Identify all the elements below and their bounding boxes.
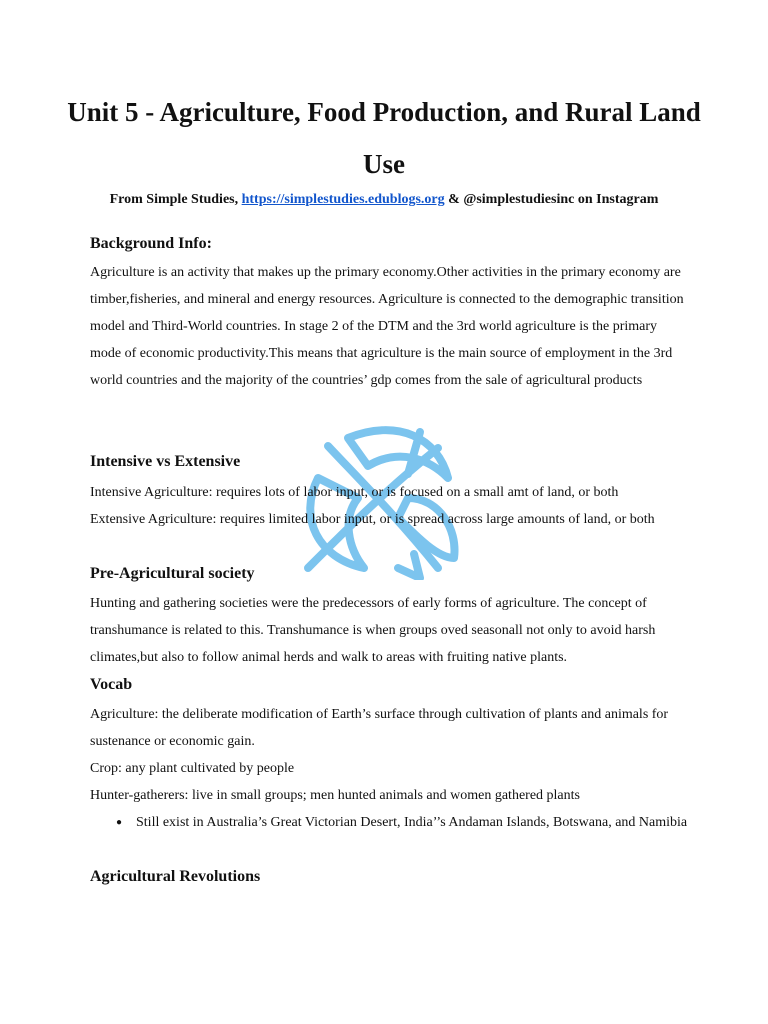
vocab-agriculture: Agriculture: the deliberate modification of Earth’s surface through cultivation of plants and animals for sustenance or economic gain. xyxy=(90,707,669,749)
source-line xyxy=(80,190,688,210)
paragraph-intensive: Intensive Agriculture: requires lots of labor input, or is focused on a small amt of land, or both xyxy=(90,485,619,500)
source-suffix: & @simplestudiesinc on Instagram xyxy=(444,192,659,207)
paragraph-pre-agricultural: Hunting and gathering societies were the predecessors of early forms of agriculture. The concept of transhumance is related to this. Transhumance is when groups oved seasonall not only to avoid harsh climates,but also to follow animal herds and walk to areas with fruiting native plants. xyxy=(90,596,656,665)
paragraph-background-info: Agriculture is an activity that makes up the primary economy.Other activities in the primary economy are timber,fisheries, and mineral and energy resources. Agriculture is connected to the demographic transition model and Third-World countries. In stage 2 of the DTM and the 3rd world agriculture is the primary mode of economic productivity.This means that agriculture is the main source of employment in the 3rd world countries and the majority of the countries’ gdp comes from the sale of agricultural products xyxy=(90,265,684,388)
heading-vocab: Vocab xyxy=(90,676,133,693)
vocab-bullet-list xyxy=(90,809,690,836)
heading-pre-agricultural: Pre-Agricultural society xyxy=(90,565,255,582)
vocab-hunter-gatherers: Hunter-gatherers: live in small groups; men hunted animals and women gathered plants xyxy=(90,788,580,803)
list-item: ● Still exist in Australia’s Great Victorian Desert, India’’s Andaman Islands, Botswana, and Namibia xyxy=(90,809,690,836)
heading-background-info: Background Info: xyxy=(90,235,212,252)
paragraph-extensive: Extensive Agriculture: requires limited labor input, or is spread across large amounts of land, or both xyxy=(90,512,655,527)
heading-agricultural-revolutions: Agricultural Revolutions xyxy=(90,868,261,885)
source-prefix: From Simple Studies, xyxy=(109,192,242,207)
source-link[interactable]: https://simplestudies.edublogs.org xyxy=(241,192,445,207)
vocab-crop: Crop: any plant cultivated by people xyxy=(90,761,295,776)
heading-intensive-extensive: Intensive vs Extensive xyxy=(90,453,241,470)
document-title: Unit 5 - Agriculture, Food Production, and Rural Land Use xyxy=(67,97,701,179)
